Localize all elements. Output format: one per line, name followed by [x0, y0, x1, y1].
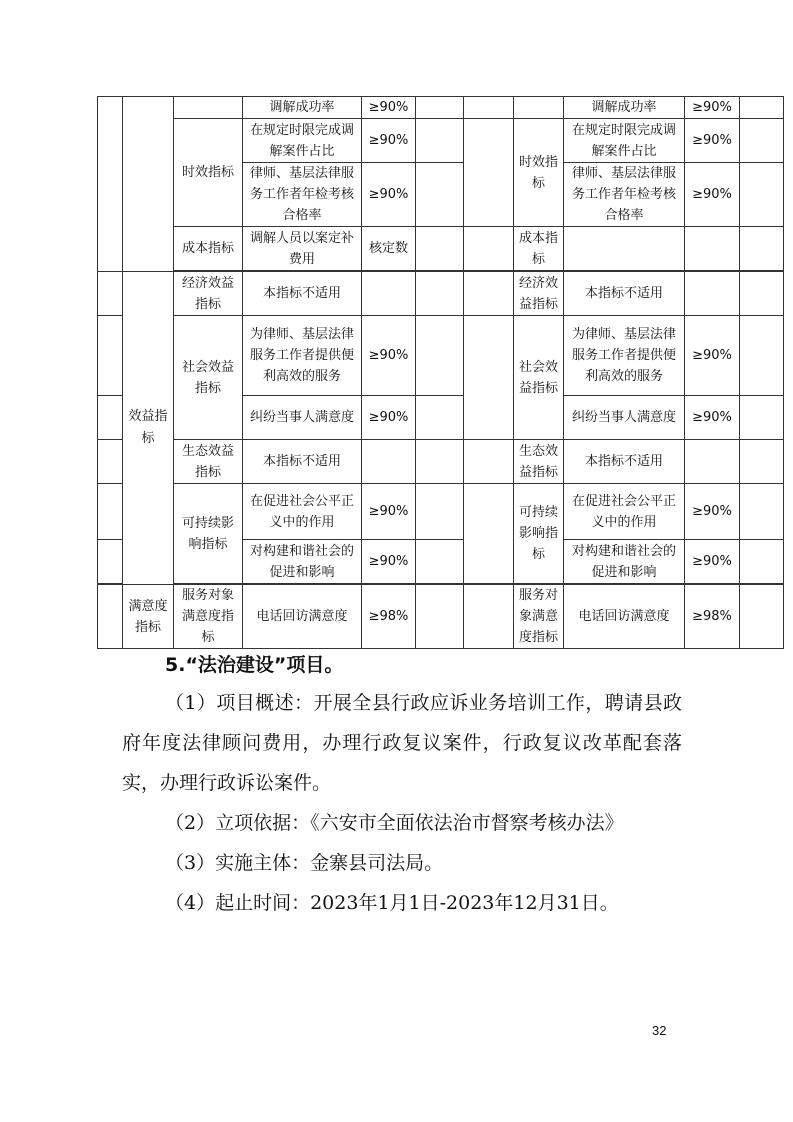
table-cell: ≥90%	[685, 540, 740, 584]
table-cell: ≥90%	[362, 119, 416, 163]
benefit-indicator-label: 效益指标	[123, 272, 174, 585]
table-cell: 在规定时限完成调解案件占比	[564, 119, 685, 163]
table-cell: 本指标不适用	[564, 440, 685, 484]
table-cell: ≥90%	[362, 396, 416, 440]
table-cell: 服务对象满意度指标	[514, 585, 564, 649]
performance-indicator-table	[97, 96, 784, 649]
table-cell: 经济效益指标	[514, 272, 564, 316]
table-cell: ≥90%	[685, 97, 740, 119]
table-cell: 社会效益指标	[174, 316, 243, 440]
paragraph: （1）项目概述：开展全县行政应诉业务培训工作，聘请县政府年度法律顾问费用，办理行政复议案件，行政复议改革配套落实，办理行政诉讼案件。	[122, 692, 682, 794]
table-cell: ≥90%	[362, 540, 416, 584]
table-cell: ≥90%	[362, 97, 416, 119]
paragraph: （4）起止时间：2023年1月1日-2023年12月31日。	[165, 892, 619, 914]
table-cell: 电话回访满意度	[243, 585, 362, 649]
table-cell: 社会效益指标	[514, 316, 564, 440]
table-cell: 调解人员以案定补费用	[243, 227, 362, 271]
table-cell: ≥90%	[362, 163, 416, 227]
table-cell: 满意度指标	[123, 585, 174, 649]
table-cell: 为律师、基层法律服务工作者提供便利高效的服务	[243, 316, 362, 396]
table-cell: ≥98%	[362, 585, 416, 649]
table-cell: 生态效益指标	[174, 440, 243, 484]
table-cell: 本指标不适用	[243, 440, 362, 484]
table-cell: ≥90%	[685, 316, 740, 396]
page-number: 32	[652, 1023, 667, 1038]
table-cell: 对构建和谐社会的促进和影响	[243, 540, 362, 584]
table-cell: ≥90%	[685, 119, 740, 163]
table-cell: 服务对象满意度指标	[174, 585, 243, 649]
table-cell: 可持续影响指标	[514, 484, 564, 584]
table-cell: 本指标不适用	[564, 272, 685, 316]
table-cell: 时效指标	[174, 119, 243, 227]
paragraph: （3）实施主体：金寨县司法局。	[165, 852, 444, 874]
table-cell: ≥98%	[685, 585, 740, 649]
table-cell: 律师、基层法律服务工作者年检考核合格率	[243, 163, 362, 227]
paragraph: （2）立项依据：《六安市全面依法治市督察考核办法》	[165, 812, 624, 834]
table-cell: ≥90%	[362, 316, 416, 396]
table-row	[98, 97, 123, 272]
section-title: 5.“法治建设”项目。	[165, 654, 344, 676]
table-cell: 在促进社会公平正义中的作用	[564, 484, 685, 540]
table-cell: ≥90%	[362, 484, 416, 540]
table-cell: ≥90%	[685, 484, 740, 540]
table-cell: 生态效益指标	[514, 440, 564, 484]
table-cell: 本指标不适用	[243, 272, 362, 316]
table-cell: 调解成功率	[243, 97, 362, 119]
table-cell: 在促进社会公平正义中的作用	[243, 484, 362, 540]
table-cell: ≥90%	[685, 163, 740, 227]
table-cell: 调解成功率	[564, 97, 685, 119]
table-cell: 成本指标	[514, 227, 564, 271]
table-cell: 经济效益指标	[174, 272, 243, 316]
table-cell: 在规定时限完成调解案件占比	[243, 119, 362, 163]
table-cell: ≥90%	[685, 396, 740, 440]
table-cell: 纠纷当事人满意度	[564, 396, 685, 440]
table-cell: 律师、基层法律服务工作者年检考核合格率	[564, 163, 685, 227]
table-cell: 可持续影响指标	[174, 484, 243, 584]
table-cell: 对构建和谐社会的促进和影响	[564, 540, 685, 584]
table-cell: 为律师、基层法律服务工作者提供便利高效的服务	[564, 316, 685, 396]
table-cell: 电话回访满意度	[564, 585, 685, 649]
table-cell: 纠纷当事人满意度	[243, 396, 362, 440]
table-cell: 时效指标	[514, 119, 564, 227]
table-cell: 成本指标	[174, 227, 243, 271]
table-cell: 核定数	[362, 227, 416, 271]
